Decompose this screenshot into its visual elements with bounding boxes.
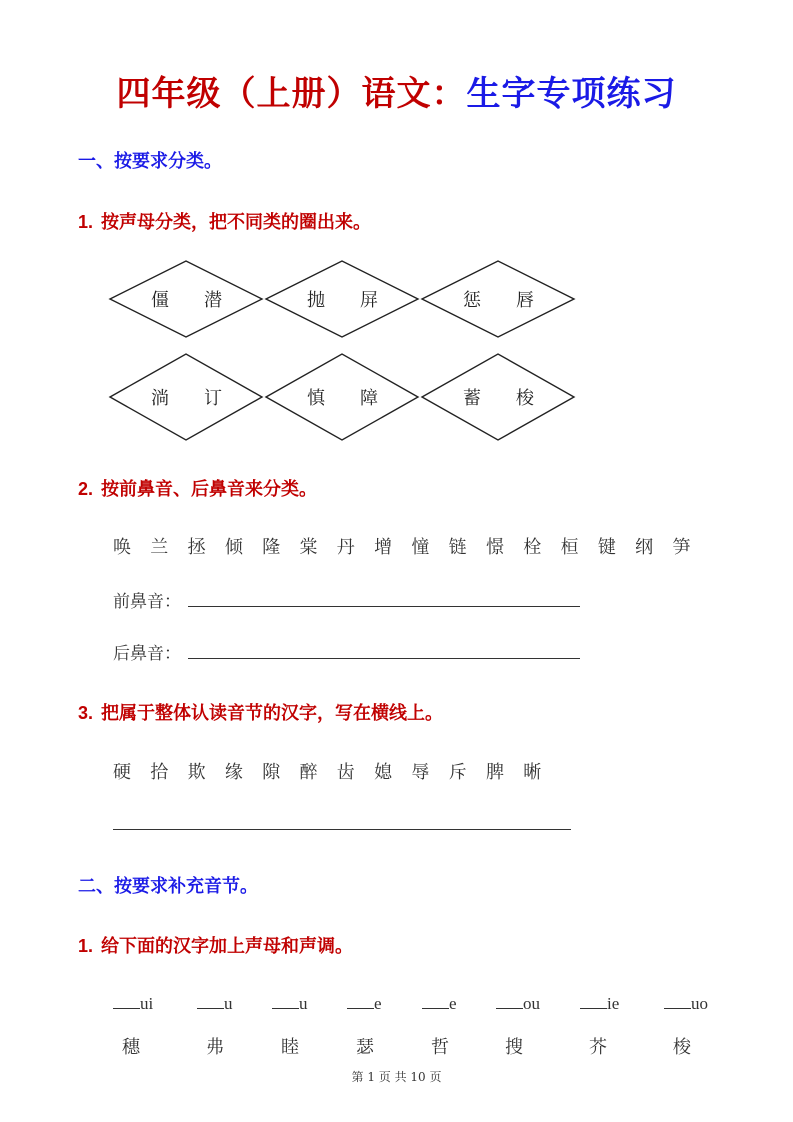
title-part2: 生字专项练习 (466, 74, 677, 114)
diamond-6-char-a: 蓄 (463, 388, 481, 409)
hanzi-4: 瑟 (356, 1037, 374, 1058)
diamond-5-char-b: 障 (360, 388, 378, 409)
final-text: ui (140, 994, 154, 1013)
hanzi-3: 睦 (281, 1037, 299, 1058)
final-text: ie (607, 994, 620, 1013)
hanzi-8: 梭 (673, 1037, 691, 1058)
diamond-1 (110, 261, 262, 337)
q2-char: 链 (448, 537, 467, 558)
diamond-4-char-b: 订 (204, 388, 222, 409)
q2-char: 憧 (411, 537, 430, 558)
initial-blank[interactable] (272, 994, 299, 1009)
diamond-4-char-a: 淌 (151, 388, 169, 409)
initial-blank[interactable] (113, 994, 140, 1009)
q2-heading (78, 475, 317, 501)
final-text: u (224, 994, 233, 1013)
hanzi-1: 穗 (122, 1037, 140, 1058)
q2-char: 栓 (523, 537, 542, 558)
diamond-3-char-a: 惩 (463, 290, 481, 311)
hanzi-5: 哲 (431, 1037, 449, 1058)
q2-char: 纲 (635, 537, 654, 558)
q1-heading (78, 208, 371, 234)
pinyin-item-1 (113, 994, 153, 1014)
final-text: e (449, 994, 457, 1013)
pinyin-item-3 (272, 994, 308, 1014)
q3-char: 拾 (150, 762, 169, 783)
initial-blank[interactable] (664, 994, 691, 1009)
section1-heading: 一、按要求分类。 (78, 151, 222, 172)
front-nasal-label: 前鼻音： (113, 592, 181, 612)
q3-char: 脾 (485, 762, 504, 783)
diamond-1-char-a: 僵 (151, 290, 169, 311)
q3-char: 晰 (523, 762, 542, 783)
pinyin-item-4 (347, 994, 382, 1014)
q3-char: 隙 (262, 762, 281, 783)
diamond-6-char-b: 梭 (516, 388, 534, 409)
initial-blank[interactable] (496, 994, 523, 1009)
q2-text: 按前鼻音、后鼻音来分类。 (101, 479, 318, 500)
q2-char: 拯 (187, 537, 206, 558)
q1-number: 1. (78, 212, 94, 232)
q3-char: 齿 (336, 762, 355, 783)
q2-char: 桓 (560, 537, 579, 558)
hanzi-6: 搜 (505, 1037, 523, 1058)
q4-number: 1. (78, 936, 94, 956)
q4-text: 给下面的汉字加上声母和声调。 (101, 936, 354, 957)
diamond-group (0, 250, 793, 460)
q3-char: 欺 (187, 762, 206, 783)
q3-heading (78, 699, 443, 725)
q2-char: 棠 (299, 537, 318, 558)
pinyin-item-8 (664, 994, 708, 1014)
diamond-1-char-b: 潜 (204, 290, 222, 311)
section2-heading: 二、按要求补充音节。 (78, 876, 258, 897)
q2-char: 隆 (262, 537, 281, 558)
initial-blank[interactable] (580, 994, 607, 1009)
back-nasal-answer-line[interactable] (188, 658, 580, 659)
pinyin-item-2 (197, 994, 233, 1014)
initial-blank[interactable] (197, 994, 224, 1009)
q3-char: 硬 (113, 762, 131, 783)
diamond-6 (422, 354, 574, 440)
final-text: uo (691, 994, 708, 1013)
diamond-5-char-a: 慎 (307, 388, 325, 409)
q2-char: 笋 (672, 537, 691, 558)
q3-answer-line[interactable] (113, 829, 571, 830)
q2-char: 键 (597, 537, 616, 558)
q4-heading (78, 932, 353, 958)
q2-char: 兰 (150, 537, 169, 558)
back-nasal-label: 后鼻音： (113, 644, 181, 664)
diamond-5 (266, 354, 418, 440)
q3-char: 醉 (299, 762, 318, 783)
final-text: u (299, 994, 308, 1013)
q2-char-row (113, 533, 710, 559)
q3-number: 3. (78, 703, 94, 723)
q3-char: 媳 (374, 762, 393, 783)
initial-blank[interactable] (422, 994, 449, 1009)
diamond-3-char-b: 唇 (516, 290, 534, 311)
diamond-3 (422, 261, 574, 337)
final-text: ou (523, 994, 540, 1013)
front-nasal-answer-line[interactable] (188, 606, 580, 607)
final-text: e (374, 994, 382, 1013)
q3-char-row (113, 758, 561, 784)
q3-char: 斥 (448, 762, 467, 783)
q3-char: 辱 (411, 762, 430, 783)
pinyin-item-6 (496, 994, 540, 1014)
q1-text: 按声母分类，把不同类的圈出来。 (101, 212, 372, 233)
pinyin-item-5 (422, 994, 457, 1014)
q2-char: 倾 (224, 537, 243, 558)
hanzi-7: 芥 (589, 1037, 607, 1058)
q2-char: 憬 (485, 537, 504, 558)
q2-char: 唤 (113, 537, 131, 558)
page-title (0, 66, 793, 115)
diamond-2-char-b: 屏 (360, 290, 378, 311)
title-part1: 四年级（上册）语文： (116, 74, 467, 114)
q2-number: 2. (78, 479, 94, 499)
hanzi-2: 弗 (206, 1037, 224, 1058)
diamond-4 (110, 354, 262, 440)
q2-char: 丹 (336, 537, 355, 558)
pinyin-item-7 (580, 994, 619, 1014)
initial-blank[interactable] (347, 994, 374, 1009)
diamond-2-char-a: 抛 (307, 290, 325, 311)
page-footer: 第 1 页 共 10 页 (351, 1070, 442, 1084)
diamond-2 (266, 261, 418, 337)
q3-text: 把属于整体认读音节的汉字，写在横线上。 (101, 703, 444, 724)
q3-char: 缘 (224, 762, 243, 783)
q2-char: 增 (374, 537, 393, 558)
